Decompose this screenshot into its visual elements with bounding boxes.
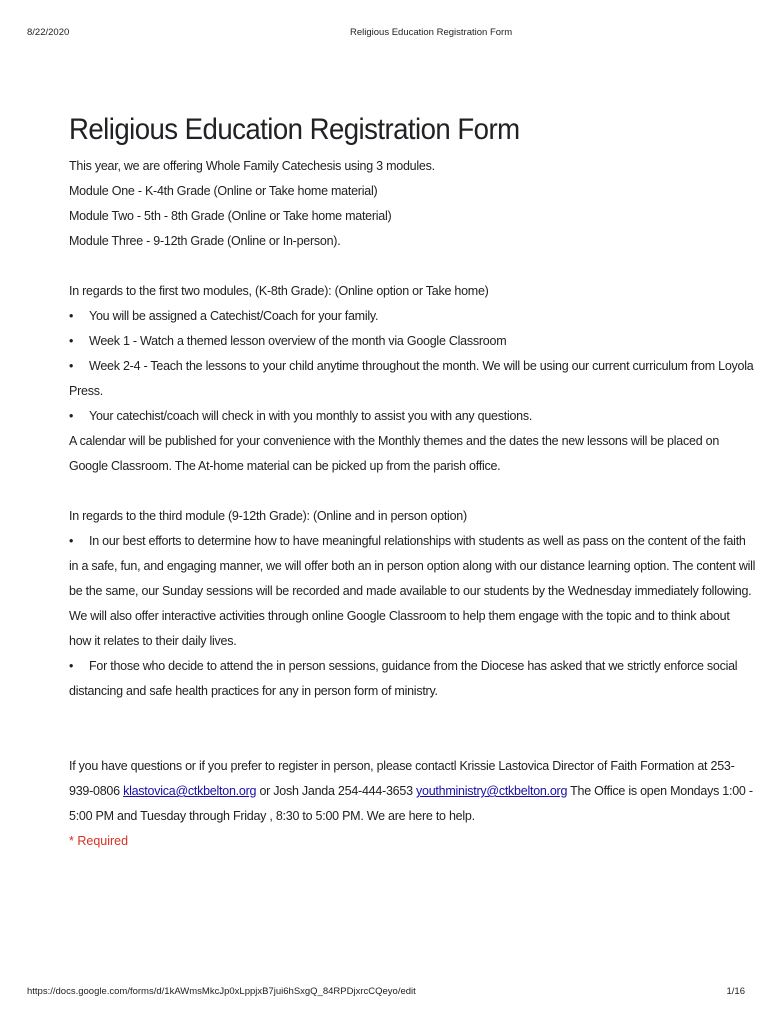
spacer [69,704,681,754]
form-title: Religious Education Registration Form [69,113,520,146]
list-item [69,354,754,379]
form-description [69,106,756,854]
list-item-text: Week 2-4 - Teach the lessons to your child anytime throughout the month. We will be using our current curriculum from Loyola [89,359,754,373]
list-item-continuation: be the same, our Sunday sessions will be recorded and made available to our students by the Wednesday immediately following. [69,584,752,598]
list-item-text: In our best efforts to determine how to have meaningful relationships with students as well as pass on the content of the faith [89,534,746,548]
list-item [69,304,681,329]
required-note: * Required [69,834,129,848]
intro-line: Module One - K-4th Grade (Online or Take home material) [69,184,378,198]
contact-line [69,779,753,804]
list-item-continuation: Press. [69,384,103,398]
list-item [69,529,746,554]
print-url: https://docs.google.com/forms/d/1kAWmsMkcJp0xLppjxB7jui6hSxgQ_84RPDjxrcCQeyo/edit [27,986,416,997]
section2-heading: In regards to the third module (9-12th Grade): (Online and in person option) [69,509,467,523]
bullet-icon: • [69,359,74,373]
page-number: 1/16 [726,986,745,997]
contact-text: or Josh Janda 254-444-3653 [256,784,417,798]
bullet-icon: • [69,659,74,673]
list-item-text: Your catechist/coach will check in with you monthly to assist you with any questions. [89,409,533,423]
list-item-continuation: distancing and safe health practices for any in person form of ministry. [69,684,438,698]
bullet-icon: • [69,309,74,323]
bullet-icon: • [69,409,74,423]
paragraph-line: Google Classroom. The At-home material can be picked up from the parish office. [69,459,501,473]
spacer [69,254,681,279]
email-link-youthministry[interactable]: youthministry@ctkbelton.org [416,784,568,798]
list-item [69,404,681,429]
list-item-text: For those who decide to attend the in person sessions, guidance from the Diocese has asked that we strictly enforce social [89,659,738,673]
contact-text: The Office is open Mondays 1:00 - [567,784,753,798]
bullet-icon: • [69,334,74,348]
list-item-continuation: in a safe, fun, and engaging manner, we will offer both an in person option along with our distance learning option. The content will [69,559,756,573]
email-link-klastovica[interactable]: klastovica@ctkbelton.org [123,784,257,798]
list-item-continuation: We will also offer interactive activities through online Google Classroom to help them engage with the topic and to think about [69,609,730,623]
contact-line: If you have questions or if you prefer to register in person, please contactl Krissie Lastovica Director of Faith Formation at 253- [69,759,735,773]
print-header-title: Religious Education Registration Form [350,27,513,38]
print-date: 8/22/2020 [27,27,70,38]
list-item [69,329,681,354]
spacer [69,479,681,504]
intro-line: This year, we are offering Whole Family Catechesis using 3 modules. [69,159,435,173]
intro-line: Module Two - 5th - 8th Grade (Online or Take home material) [69,209,392,223]
list-item-text: You will be assigned a Catechist/Coach for your family. [89,309,379,323]
contact-text: 939-0806 [69,784,124,798]
form-body [69,154,756,829]
contact-line: 5:00 PM and Tuesday through Friday , 8:30 to 5:00 PM. We are here to help. [69,809,475,823]
list-item-text: Week 1 - Watch a themed lesson overview of the month via Google Classroom [89,334,507,348]
intro-line: Module Three - 9-12th Grade (Online or In-person). [69,234,341,248]
paragraph-line: A calendar will be published for your convenience with the Monthly themes and the dates the new lessons will be placed on [69,434,720,448]
list-item [69,654,738,679]
bullet-icon: • [69,534,74,548]
section1-heading: In regards to the first two modules, (K-8th Grade): (Online option or Take home) [69,284,489,298]
list-item-continuation: how it relates to their daily lives. [69,634,237,648]
